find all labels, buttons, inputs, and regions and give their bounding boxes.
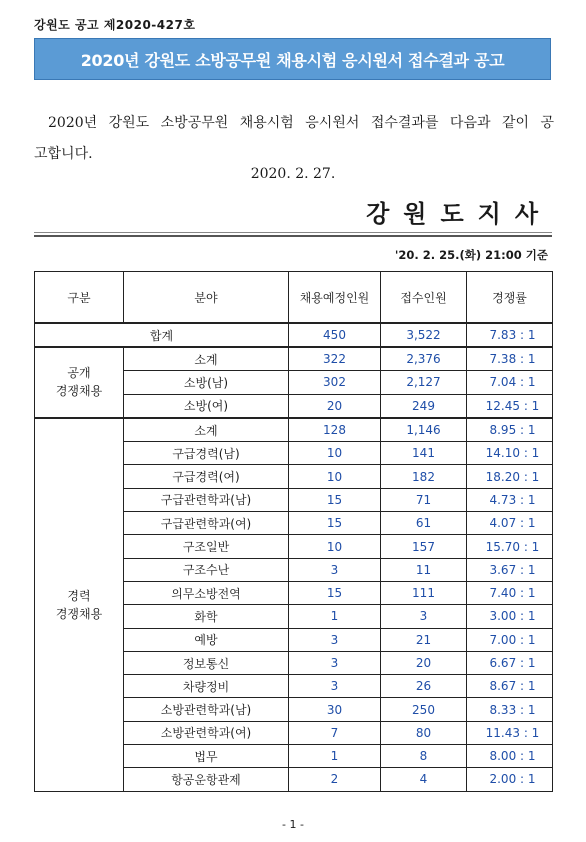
planned-cell: 15 — [289, 581, 381, 604]
title-banner — [34, 38, 551, 80]
planned-cell: 30 — [289, 698, 381, 721]
field-cell: 소계 — [124, 347, 289, 371]
applicants-cell: 2,127 — [381, 371, 467, 394]
applicants-cell: 249 — [381, 394, 467, 418]
ratio-cell: 14.10 : 1 — [467, 442, 553, 465]
field-cell: 법무 — [124, 745, 289, 768]
ratio-cell: 11.43 : 1 — [467, 721, 553, 744]
ratio-cell: 8.00 : 1 — [467, 745, 553, 768]
planned-cell: 7 — [289, 721, 381, 744]
group-label: 공개 경쟁채용 — [35, 347, 124, 418]
applicants-cell: 141 — [381, 442, 467, 465]
total-label: 합계 — [35, 323, 289, 347]
field-cell: 예방 — [124, 628, 289, 651]
planned-cell: 10 — [289, 442, 381, 465]
ratio-cell: 7.38 : 1 — [467, 347, 553, 371]
applicants-cell: 11 — [381, 558, 467, 581]
total-planned: 450 — [289, 323, 381, 347]
document-title: 2020년 강원도 소방공무원 채용시험 응시원서 접수결과 공고 — [80, 50, 505, 70]
planned-cell: 322 — [289, 347, 381, 371]
divider-thin — [34, 232, 552, 233]
applicants-cell: 71 — [381, 488, 467, 511]
header-ratio: 경쟁률 — [467, 272, 553, 324]
notice-number: 강원도 공고 제2020-427호 — [34, 18, 196, 32]
field-cell: 의무소방전역 — [124, 581, 289, 604]
group-label: 경력 경쟁채용 — [35, 418, 124, 791]
applicants-cell: 8 — [381, 745, 467, 768]
ratio-cell: 15.70 : 1 — [467, 535, 553, 558]
field-cell: 소방(남) — [124, 371, 289, 394]
planned-cell: 2 — [289, 768, 381, 791]
planned-cell: 15 — [289, 488, 381, 511]
applicants-cell: 250 — [381, 698, 467, 721]
ratio-cell: 2.00 : 1 — [467, 768, 553, 791]
ratio-cell: 7.04 : 1 — [467, 371, 553, 394]
field-cell: 소계 — [124, 418, 289, 442]
announcement-body: 2020년 강원도 소방공무원 채용시험 응시원서 접수결과를 다음과 같이 공고합니다. — [34, 115, 554, 162]
ratio-cell: 4.73 : 1 — [467, 488, 553, 511]
planned-cell: 3 — [289, 628, 381, 651]
total-applicants: 3,522 — [381, 323, 467, 347]
table-row — [35, 418, 553, 442]
total-row — [35, 323, 553, 347]
field-cell: 항공운항관제 — [124, 768, 289, 791]
field-cell: 구조수난 — [124, 558, 289, 581]
applicants-cell: 111 — [381, 581, 467, 604]
ratio-cell: 7.00 : 1 — [467, 628, 553, 651]
field-cell: 구급관련학과(남) — [124, 488, 289, 511]
header-field: 분야 — [124, 272, 289, 324]
field-cell: 구조일반 — [124, 535, 289, 558]
applicants-cell: 61 — [381, 512, 467, 535]
applicants-cell: 21 — [381, 628, 467, 651]
applicants-cell: 2,376 — [381, 347, 467, 371]
issuer-name: 강원도지사 — [366, 199, 552, 228]
applicants-cell: 80 — [381, 721, 467, 744]
planned-cell: 302 — [289, 371, 381, 394]
table-header-row — [35, 272, 553, 324]
ratio-cell: 3.67 : 1 — [467, 558, 553, 581]
total-ratio: 7.83 : 1 — [467, 323, 553, 347]
ratio-cell: 8.33 : 1 — [467, 698, 553, 721]
applicants-cell: 4 — [381, 768, 467, 791]
planned-cell: 3 — [289, 558, 381, 581]
field-cell: 구급관련학과(여) — [124, 512, 289, 535]
planned-cell: 128 — [289, 418, 381, 442]
field-cell: 정보통신 — [124, 651, 289, 674]
applicants-cell: 182 — [381, 465, 467, 488]
announcement-date: 2020. 2. 27. — [250, 166, 336, 182]
planned-cell: 15 — [289, 512, 381, 535]
planned-cell: 10 — [289, 465, 381, 488]
ratio-cell: 7.40 : 1 — [467, 581, 553, 604]
field-cell: 차량정비 — [124, 675, 289, 698]
ratio-cell: 18.20 : 1 — [467, 465, 553, 488]
page-number: - 1 - — [282, 818, 304, 831]
field-cell: 소방(여) — [124, 394, 289, 418]
planned-cell: 3 — [289, 651, 381, 674]
field-cell: 소방관련학과(남) — [124, 698, 289, 721]
ratio-cell: 6.67 : 1 — [467, 651, 553, 674]
basis-time: '20. 2. 25.(화) 21:00 기준 — [394, 248, 548, 262]
planned-cell: 3 — [289, 675, 381, 698]
field-cell: 구급경력(남) — [124, 442, 289, 465]
ratio-cell: 12.45 : 1 — [467, 394, 553, 418]
field-cell: 구급경력(여) — [124, 465, 289, 488]
header-applicants: 접수인원 — [381, 272, 467, 324]
planned-cell: 10 — [289, 535, 381, 558]
applicants-cell: 3 — [381, 605, 467, 628]
results-table — [34, 271, 553, 792]
header-planned: 채용예정인원 — [289, 272, 381, 324]
divider-thick — [34, 235, 552, 237]
planned-cell: 1 — [289, 605, 381, 628]
ratio-cell: 8.95 : 1 — [467, 418, 553, 442]
field-cell: 화학 — [124, 605, 289, 628]
ratio-cell: 8.67 : 1 — [467, 675, 553, 698]
planned-cell: 20 — [289, 394, 381, 418]
applicants-cell: 157 — [381, 535, 467, 558]
applicants-cell: 20 — [381, 651, 467, 674]
field-cell: 소방관련학과(여) — [124, 721, 289, 744]
header-category: 구분 — [35, 272, 124, 324]
applicants-cell: 1,146 — [381, 418, 467, 442]
table-row — [35, 347, 553, 371]
planned-cell: 1 — [289, 745, 381, 768]
ratio-cell: 3.00 : 1 — [467, 605, 553, 628]
applicants-cell: 26 — [381, 675, 467, 698]
ratio-cell: 4.07 : 1 — [467, 512, 553, 535]
